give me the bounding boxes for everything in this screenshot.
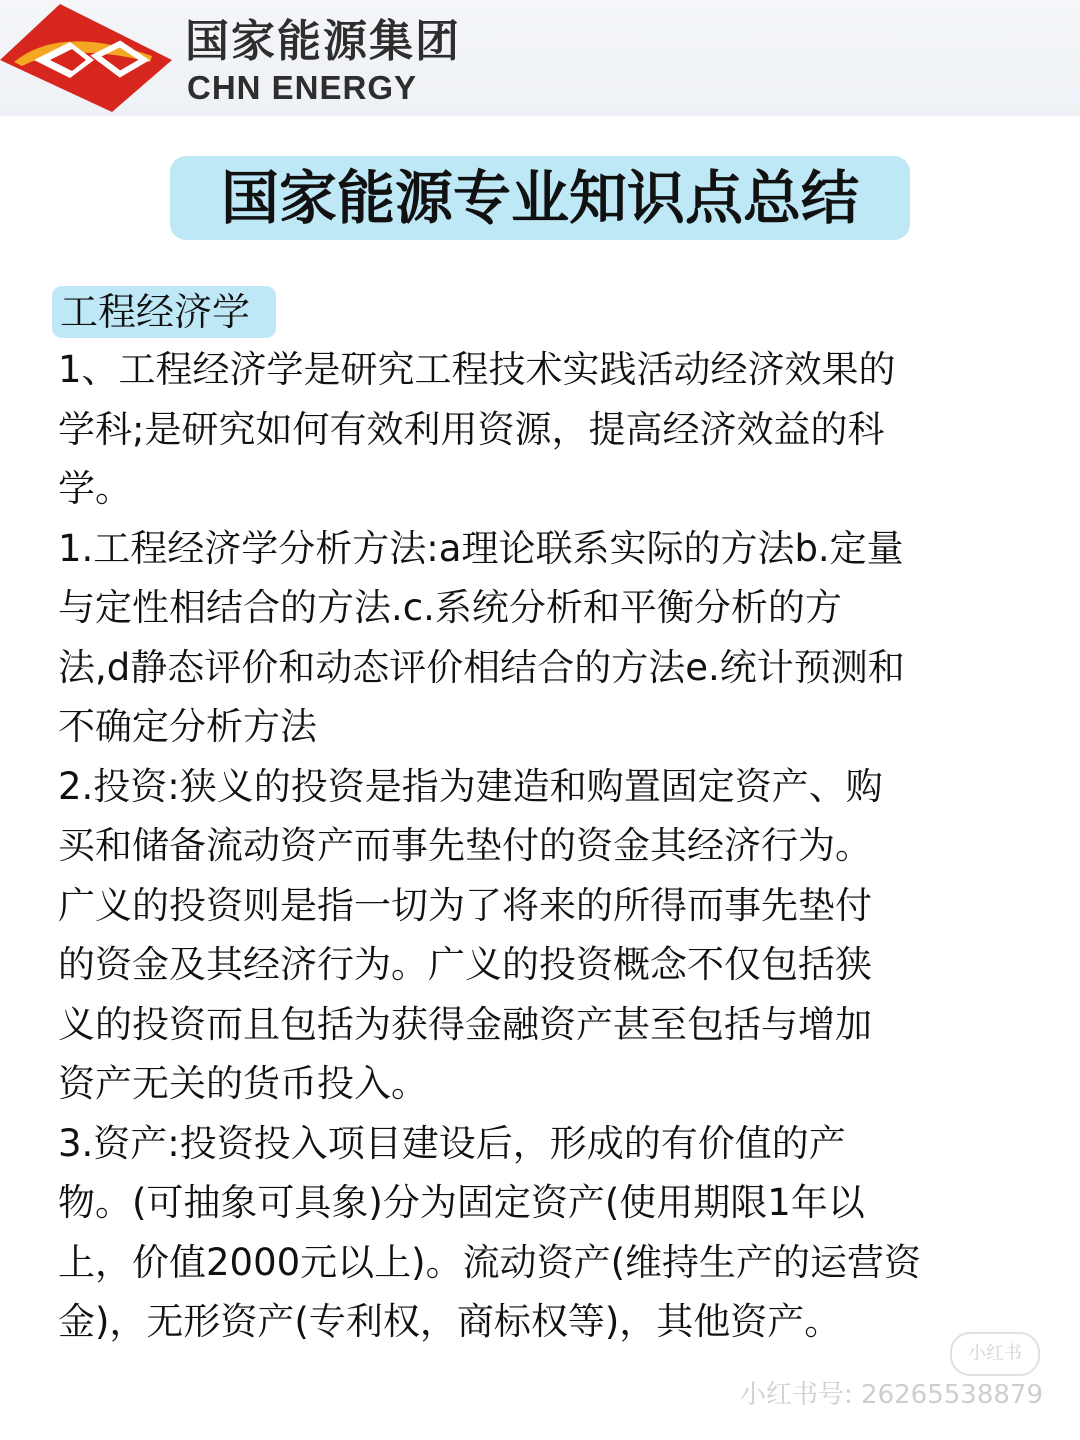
text-line: 物。(可抽象可具象)分为固定资产(使用期限1年以 [58,1181,865,1224]
section-heading: 工程经济学 [52,286,276,338]
brand-name-chinese: 国家能源集团 [185,16,461,67]
text-line: 1、工程经济学是研究工程技术实践活动经济效果的 [58,348,896,391]
text-line: 2.投资:狭义的投资是指为建造和购置固定资产、购 [58,764,883,808]
text-line: 买和储备流动资产而事先垫付的资金其经济行为。 [58,824,872,867]
text-line: 3.资产:投资投入项目建设后，形成的有价值的产 [58,1121,846,1165]
watermark-badge: 小红书 [950,1332,1040,1376]
text-line: 学科;是研究如何有效利用资源，提高经济效益的科 [58,407,885,451]
header-banner [0,0,1080,116]
text-line: 法,d静态评价和动态评价相结合的方法e.统计预测和 [58,645,905,689]
watermark-id: 小红书号: 26265538879 [740,1380,1043,1410]
text-line: 与定性相结合的方法.c.系统分析和平衡分析的方 [58,586,842,629]
brand-name-english: CHN ENERGY [187,69,418,106]
text-line: 的资金及其经济行为。广义的投资概念不仅包括狭 [58,943,872,986]
text-line: 1.工程经济学分析方法:a理论联系实际的方法b.定量 [58,526,904,570]
text-line: 不确定分析方法 [58,705,317,748]
text-line: 义的投资而且包括为获得金融资产甚至包括与增加 [58,1002,872,1046]
chn-energy-logo-icon [0,4,172,112]
body-text [58,340,1048,1352]
text-line: 广义的投资则是指一切为了将来的所得而事先垫付 [58,883,872,927]
text-line: 学。 [58,467,132,510]
text-line: 资产无关的货币投入。 [58,1062,428,1105]
page-title: 国家能源专业知识点总结 [170,156,910,240]
text-line: 上，价值2000元以上)。流动资产(维持生产的运营资 [58,1240,922,1284]
text-line: 金)，无形资产(专利权，商标权等)，其他资产。 [58,1300,842,1343]
